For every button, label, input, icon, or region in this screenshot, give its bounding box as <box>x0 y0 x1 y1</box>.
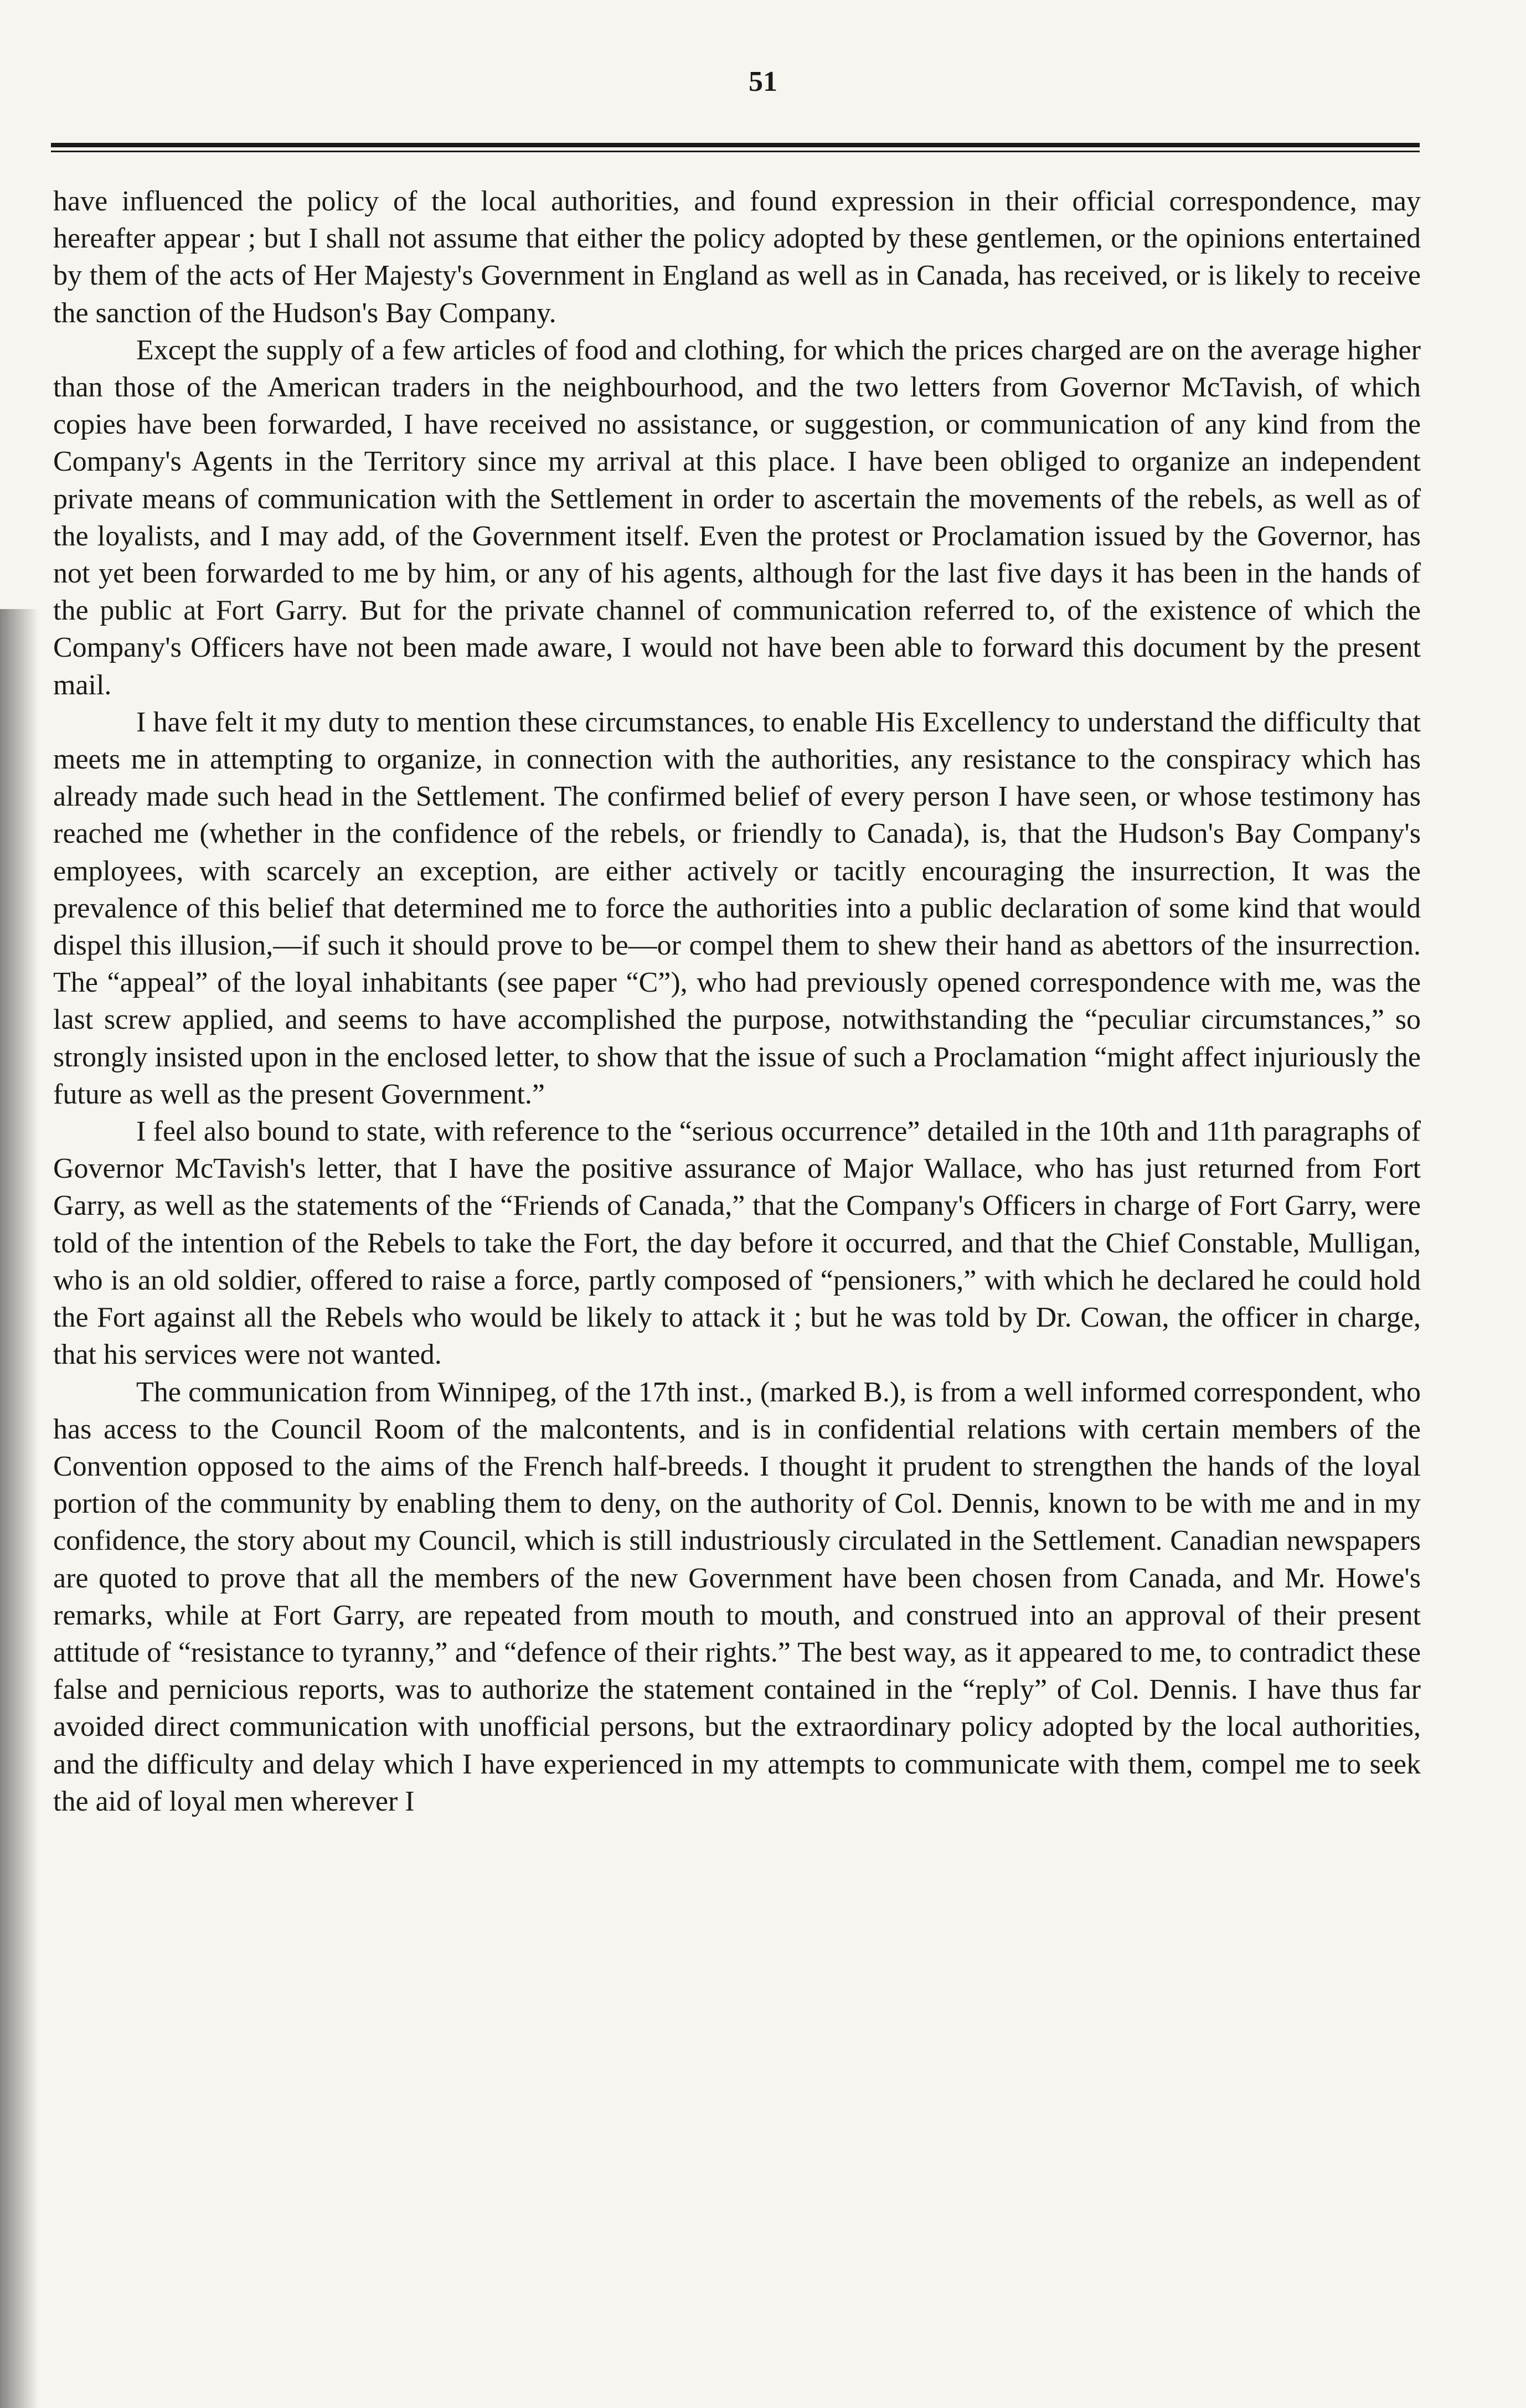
body-text <box>53 183 1421 1820</box>
page-number: 51 <box>749 66 777 97</box>
paragraph-supply-of-articles: Except the supply of a few articles of food and clothing, for which the prices charged are on the average higher than those of the American traders in the neighbourhood, and the two letters from Governor McTavish, of which copies have been forwarded, I have received no assistance, or suggestion, or communication of any kind from the Company's Agents in the Territory since my arrival at this place. I have been obliged to organize an independent private means of communication with the Settlement in order to ascertain the movements of the rebels, as well as of the loyalists, and I may add, of the Government itself. Even the protest or Proclamation issued by the Governor, has not yet been forwarded to me by him, or any of his agents, although for the last five days it has been in the hands of the public at Fort Garry. But for the private channel of communication referred to, of the existence of which the Company's Officers have not been made aware, I would not have been able to forward this document by the present mail. <box>53 334 1421 701</box>
binding-shadow <box>0 609 39 2408</box>
paragraph-serious-occurrence: I feel also bound to state, with reference to the “serious occurrence” detailed in the 10th and 11th paragraphs of Governor McTavish's letter, that I have the positive assurance of Major Wallace, who has just returned from Fort Garry, as well as the statements of the “Friends of Canada,” that the Company's Officers in charge of Fort Garry, were told of the intention of the Rebels to take the Fort, the day before it occurred, and that the Chief Constable, Mulligan, who is an old soldier, offered to raise a force, partly composed of “pensioners,” with which he declared he could hold the Fort against all the Rebels who would be likely to attack it ; but he was told by Dr. Cowan, the officer in charge, that his services were not wanted. <box>53 1116 1421 1371</box>
header-rule-thick <box>51 143 1420 147</box>
paragraph-continuation: have influenced the policy of the local authorities, and found expression in their official correspondence, may hereafter appear ; but I shall not assume that either the policy adopted by these gentlemen, or the opinions entertained by them of the acts of Her Majesty's Government in England as well as in Canada, has received, or is likely to receive the sanction of the Hudson's Bay Company. <box>53 185 1421 329</box>
header-rule-thin <box>51 151 1420 152</box>
paragraph-duty-to-mention: I have felt it my duty to mention these circumstances, to enable His Excellency to understand the difficulty that meets me in attempting to organize, in connection with the authorities, any resistance to the conspiracy which has already made such head in the Settlement. The confirmed belief of every person I have seen, or whose testimony has reached me (whether in the confidence of the rebels, or friendly to Canada), is, that the Hudson's Bay Company's employees, with scarcely an exception, are either actively or tacitly encouraging the insurrection, It was the prevalence of this belief that determined me to force the authorities into a public declaration of some kind that would dispel this illusion,—if such it should prove to be—or compel them to shew their hand as abettors of the insurrection. The “appeal” of the loyal inhabitants (see paper “C”), who had previously opened correspondence with me, was the last screw applied, and seems to have accomplished the purpose, notwithstanding the “peculiar circumstances,” so strongly insisted upon in the enclosed letter, to show that the issue of such a Proclamation “might affect injuriously the future as well as the present Government.” <box>53 706 1421 1110</box>
paragraph-winnipeg-communication: The communication from Winnipeg, of the 17th inst., (marked B.), is from a well informed correspondent, who has access to the Council Room of the malcontents, and is in confidential relations with certain members of the Convention opposed to the aims of the French half-breeds. I thought it prudent to strengthen the hands of the loyal portion of the community by enabling them to deny, on the authority of Col. Dennis, known to be with me and in my confidence, the story about my Council, which is still industriously circulated in the Settlement. Canadian newspapers are quoted to prove that all the members of the new Government have been chosen from Canada, and Mr. Howe's remarks, while at Fort Garry, are repeated from mouth to mouth, and construed into an approval of their present attitude of “resistance to tyranny,” and “defence of their rights.” The best way, as it appeared to me, to contradict these false and pernicious reports, was to authorize the statement contained in the “reply” of Col. Dennis. I have thus far avoided direct communication with unofficial persons, but the extraordinary policy adopted by the local authorities, and the difficulty and delay which I have experienced in my attempts to communicate with them, compel me to seek the aid of loyal men wherever I <box>53 1376 1421 1817</box>
